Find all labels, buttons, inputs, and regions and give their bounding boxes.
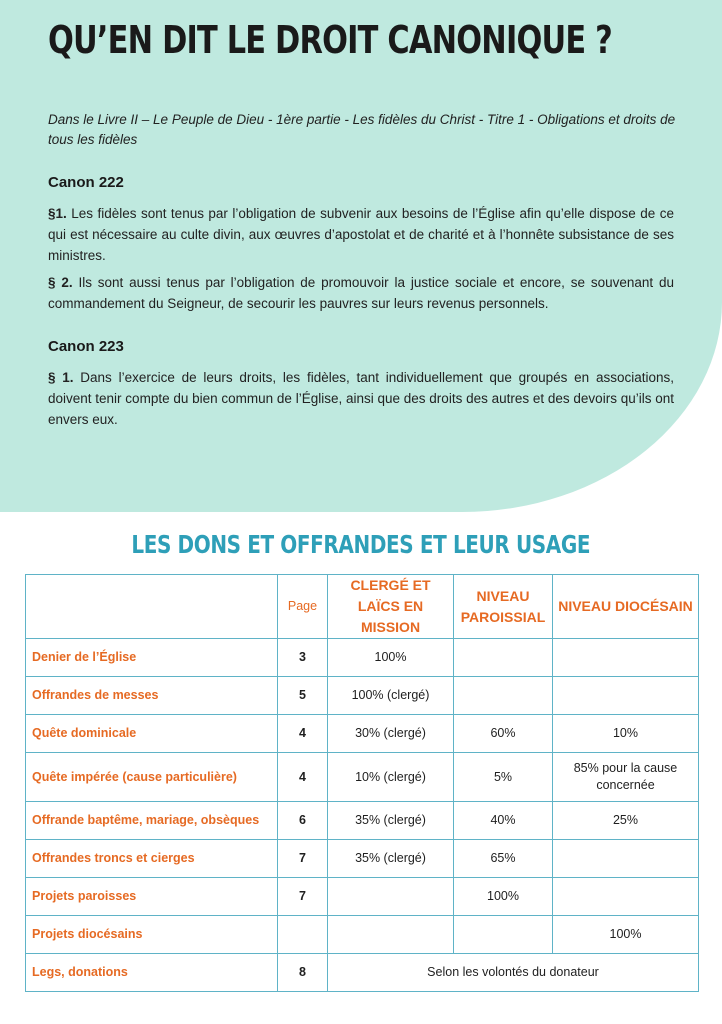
table-row-legs: [26, 954, 699, 992]
row-paroissial: 5%: [454, 753, 553, 802]
table-row: [26, 878, 699, 916]
row-diocesain: 10%: [553, 715, 699, 753]
row-label: Quête impérée (cause particulière): [26, 753, 278, 802]
row-paroissial: 65%: [454, 840, 553, 878]
row-paroissial: [454, 916, 553, 954]
canon-222-title: Canon 222: [48, 174, 124, 191]
canon-223-title: Canon 223: [48, 338, 124, 355]
paragraph-mark: §1.: [48, 206, 67, 221]
intro-text: Dans le Livre II – Le Peuple de Dieu - 1ère partie - Les fidèles du Christ - Titre 1 - Obligations et droits de tous les fidèles: [48, 112, 676, 147]
row-label: Offrandes troncs et cierges: [26, 840, 278, 878]
row-label: Quête dominicale: [26, 715, 278, 753]
row-page: 4: [278, 715, 328, 753]
table-title-text: LES DONS ET OFFRANDES ET LEUR USAGE: [131, 530, 591, 559]
row-clerge: 30% (clergé): [328, 715, 454, 753]
table-header-row: [26, 575, 699, 639]
paragraph-mark: § 2.: [48, 275, 73, 290]
donations-table: [25, 574, 699, 992]
row-diocesain: [553, 878, 699, 916]
row-label: Offrande baptême, mariage, obsèques: [26, 802, 278, 840]
canon-223-paragraph-1: [48, 367, 674, 430]
row-diocesain: 100%: [553, 916, 699, 954]
row-label: Denier de l’Église: [26, 639, 278, 677]
row-clerge: [328, 878, 454, 916]
header-paroissial: NIVEAU PAROISSIAL: [454, 575, 553, 639]
row-diocesain: [553, 840, 699, 878]
table-row: [26, 639, 699, 677]
row-clerge: 100%: [328, 639, 454, 677]
paragraph-text: Ils sont aussi tenus par l’obligation de promouvoir la justice sociale et encore, se souvenant du commandement du Seigneur, de secourir les pauvres sur leurs revenus personnels.: [48, 275, 674, 311]
row-paroissial: [454, 639, 553, 677]
row-page: 7: [278, 840, 328, 878]
table-row: [26, 677, 699, 715]
row-paroissial: 60%: [454, 715, 553, 753]
paragraph-mark: § 1.: [48, 370, 74, 385]
row-paroissial: [454, 677, 553, 715]
row-clerge: 35% (clergé): [328, 802, 454, 840]
header-clerge: CLERGÉ ET LAÏCS EN MISSION: [328, 575, 454, 639]
row-page: 3: [278, 639, 328, 677]
row-page: 7: [278, 878, 328, 916]
canon-222-paragraph-2: [48, 272, 674, 314]
canon-222-paragraph-1: [48, 203, 674, 266]
row-paroissial: 40%: [454, 802, 553, 840]
row-diocesain: 85% pour la cause concernée: [553, 753, 699, 802]
table-row: [26, 753, 699, 802]
row-page: 8: [278, 954, 328, 992]
row-paroissial: 100%: [454, 878, 553, 916]
table-row: [26, 916, 699, 954]
page-title: QU’EN DIT LE DROIT CANONIQUE ?: [48, 18, 612, 62]
table-row: [26, 715, 699, 753]
table-row: [26, 840, 699, 878]
header-page: Page: [278, 575, 328, 639]
header-diocesain: NIVEAU DIOCÉSAIN: [553, 575, 699, 639]
row-label: Legs, donations: [26, 954, 278, 992]
row-page: 4: [278, 753, 328, 802]
row-page: 5: [278, 677, 328, 715]
row-label: Projets paroisses: [26, 878, 278, 916]
table-title: [0, 530, 722, 559]
row-clerge: 10% (clergé): [328, 753, 454, 802]
row-merged-note: Selon les volontés du donateur: [328, 954, 699, 992]
row-label: Offrandes de messes: [26, 677, 278, 715]
row-page: [278, 916, 328, 954]
row-diocesain: [553, 677, 699, 715]
row-clerge: [328, 916, 454, 954]
row-label: Projets diocésains: [26, 916, 278, 954]
header-label-cell: [26, 575, 278, 639]
row-diocesain: 25%: [553, 802, 699, 840]
table-row: [26, 802, 699, 840]
row-diocesain: [553, 639, 699, 677]
row-page: 6: [278, 802, 328, 840]
paragraph-text: Les fidèles sont tenus par l’obligation de subvenir aux besoins de l’Église afin qu’elle dispose de ce qui est nécessaire au culte divin, aux œuvres d’apostolat et de charité et à l’honnête subsistance de ses ministres.: [48, 206, 674, 263]
row-clerge: 100% (clergé): [328, 677, 454, 715]
paragraph-text: Dans l’exercice de leurs droits, les fidèles, tant individuellement que groupés en associations, doivent tenir compte du bien commun de l’Église, ainsi que des droits des autres et des devoirs qu’ils ont envers eux.: [48, 370, 674, 427]
row-clerge: 35% (clergé): [328, 840, 454, 878]
